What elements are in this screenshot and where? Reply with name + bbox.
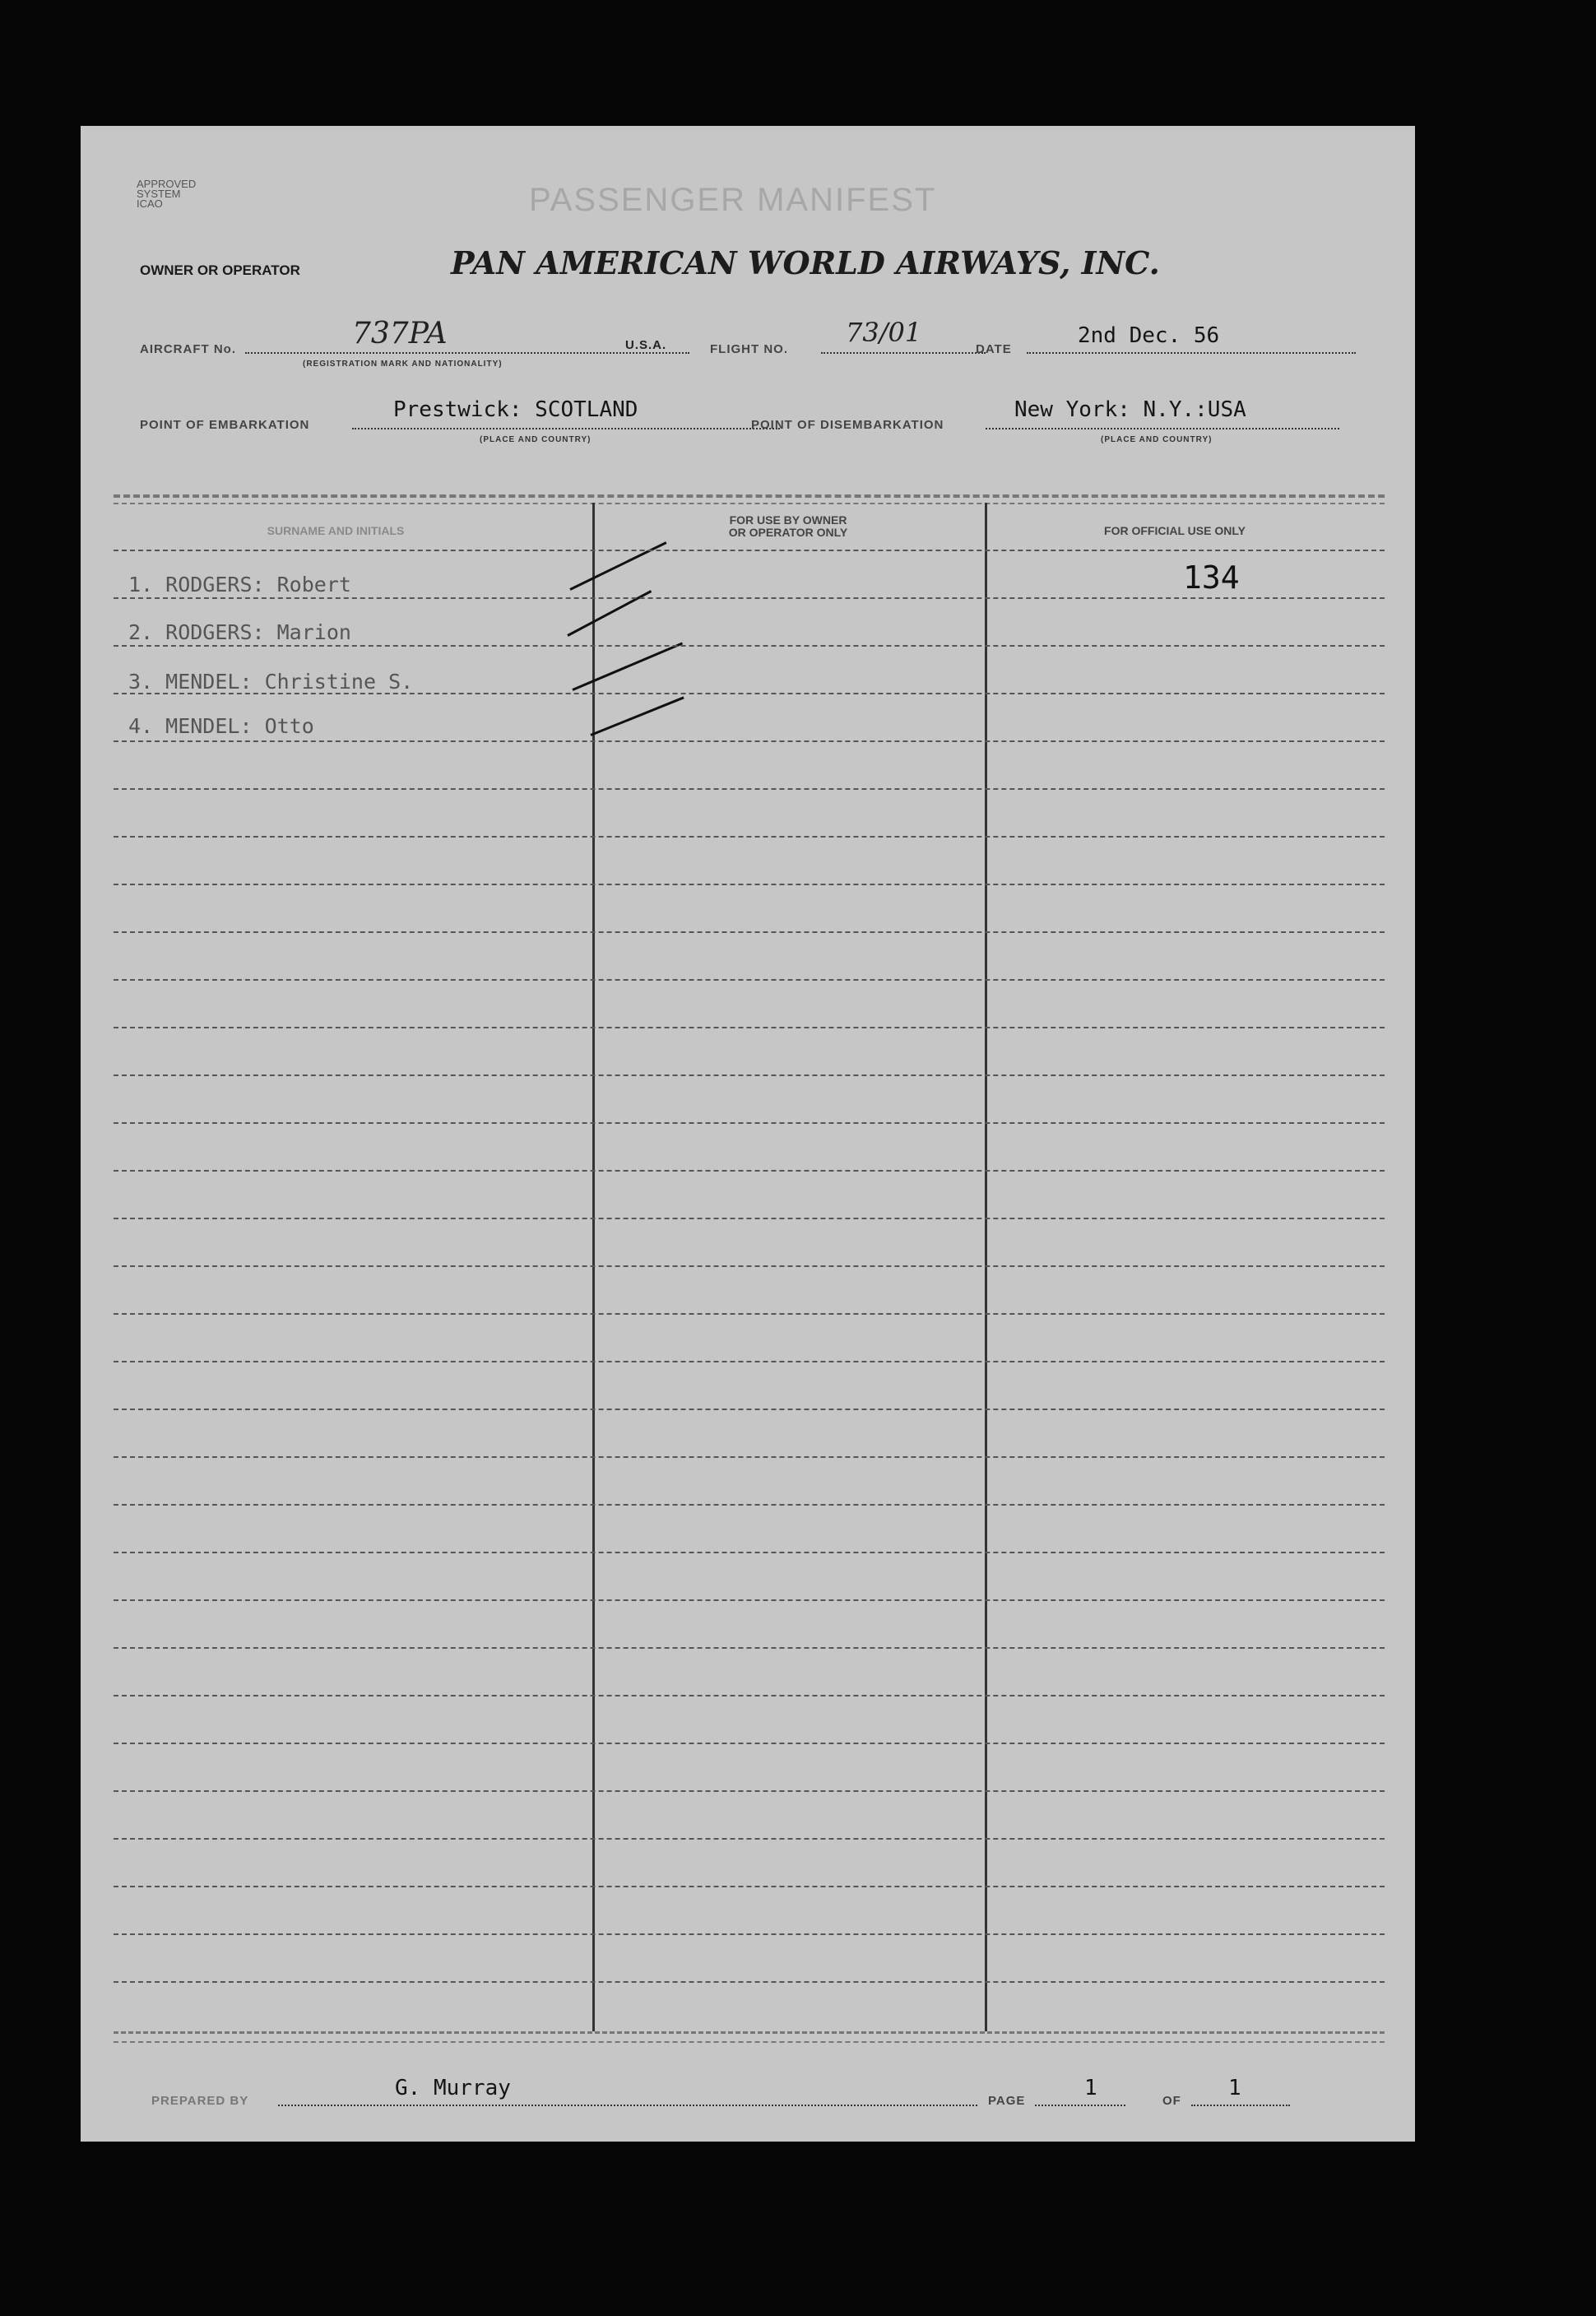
row-line xyxy=(114,1361,1385,1362)
prepared-label: PREPARED BY xyxy=(151,2094,249,2108)
disembarkation-sublabel: (PLACE AND COUNTRY) xyxy=(1101,435,1213,444)
aircraft-sublabel: (REGISTRATION MARK AND NATIONALITY) xyxy=(303,360,503,369)
aircraft-label: AIRCRAFT No. xyxy=(140,342,236,356)
row-line xyxy=(114,1647,1385,1649)
check-mark xyxy=(572,642,683,690)
row-line xyxy=(114,740,1385,742)
approval-line: APPROVED xyxy=(137,178,197,190)
column-header-operator xyxy=(656,514,920,539)
country-label: U.S.A. xyxy=(625,338,667,352)
row-line xyxy=(114,1599,1385,1601)
header-rule xyxy=(114,494,1385,498)
page-underline xyxy=(1035,2105,1125,2106)
row-line xyxy=(114,693,1385,694)
row-line xyxy=(114,1409,1385,1410)
row-line xyxy=(114,979,1385,981)
row-line xyxy=(114,1886,1385,1887)
row-line xyxy=(114,1981,1385,1983)
embarkation-value: Prestwick: SCOTLAND xyxy=(393,397,638,422)
passenger-name: 3. MENDEL: Christine S. xyxy=(128,670,414,694)
passenger-name: 2. RODGERS: Marion xyxy=(128,620,351,644)
passenger-name: 1. RODGERS: Robert xyxy=(128,573,351,596)
row-line xyxy=(114,931,1385,933)
row-line xyxy=(114,597,1385,599)
row-line xyxy=(114,1743,1385,1744)
column-header-official: FOR OFFICIAL USE ONLY xyxy=(1104,524,1246,537)
footer-rule xyxy=(114,2031,1385,2034)
page-value: 1 xyxy=(1084,2076,1097,2100)
row-line xyxy=(114,1504,1385,1506)
row-line xyxy=(114,1456,1385,1458)
date-value: 2nd Dec. 56 xyxy=(1078,323,1220,348)
flight-underline xyxy=(821,352,986,354)
row-line xyxy=(114,1313,1385,1315)
footer-rule xyxy=(114,2041,1385,2043)
row-line xyxy=(114,1695,1385,1696)
airline-name: PAN AMERICAN WORLD AIRWAYS, INC. xyxy=(451,244,1160,281)
approval-stamp xyxy=(137,179,196,209)
date-label: DATE xyxy=(976,342,1012,356)
embarkation-label: POINT OF EMBARKATION xyxy=(140,418,310,432)
of-value: 1 xyxy=(1228,2076,1241,2100)
check-mark xyxy=(590,696,684,736)
header-rule xyxy=(114,503,1385,504)
column-header-names: SURNAME AND INITIALS xyxy=(267,524,405,537)
row-line xyxy=(114,1933,1385,1935)
embarkation-underline xyxy=(352,428,780,429)
date-underline xyxy=(1027,352,1356,354)
row-line xyxy=(114,1838,1385,1840)
column-divider xyxy=(985,503,987,2031)
row-line xyxy=(114,1265,1385,1267)
disembarkation-value: New York: N.Y.:USA xyxy=(1014,397,1246,422)
row-line xyxy=(114,836,1385,838)
column-header-line: OR OPERATOR ONLY xyxy=(728,526,848,539)
of-label: OF xyxy=(1162,2094,1181,2108)
flight-label: FLIGHT NO. xyxy=(710,342,788,356)
page-label: PAGE xyxy=(988,2094,1026,2108)
row-line xyxy=(114,1074,1385,1076)
approval-line: ICAO xyxy=(137,197,163,210)
row-line xyxy=(114,1218,1385,1219)
disembarkation-label: POINT OF DISEMBARKATION xyxy=(751,418,944,432)
row-line xyxy=(114,1552,1385,1553)
column-header-line: FOR USE BY OWNER xyxy=(729,513,847,527)
disembarkation-underline xyxy=(986,428,1339,429)
of-underline xyxy=(1191,2105,1290,2106)
row-line xyxy=(114,788,1385,790)
prepared-value: G. Murray xyxy=(395,2076,511,2100)
row-line xyxy=(114,1027,1385,1028)
owner-label: OWNER OR OPERATOR xyxy=(140,262,300,278)
row-line xyxy=(114,884,1385,885)
official-entry: 134 xyxy=(1183,559,1240,596)
flight-value: 73/01 xyxy=(846,317,922,348)
passenger-name: 4. MENDEL: Otto xyxy=(128,714,314,738)
manifest-sheet xyxy=(81,126,1415,2142)
row-line xyxy=(114,1790,1385,1792)
embarkation-sublabel: (PLACE AND COUNTRY) xyxy=(480,435,592,444)
approval-line: SYSTEM xyxy=(137,188,181,200)
form-title: PASSENGER MANIFEST xyxy=(529,182,937,218)
prepared-underline xyxy=(278,2105,977,2106)
aircraft-underline xyxy=(245,352,689,354)
aircraft-value: 737PA xyxy=(352,317,448,350)
row-line xyxy=(114,550,1385,551)
row-line xyxy=(114,645,1385,647)
row-line xyxy=(114,1122,1385,1124)
row-line xyxy=(114,1170,1385,1172)
